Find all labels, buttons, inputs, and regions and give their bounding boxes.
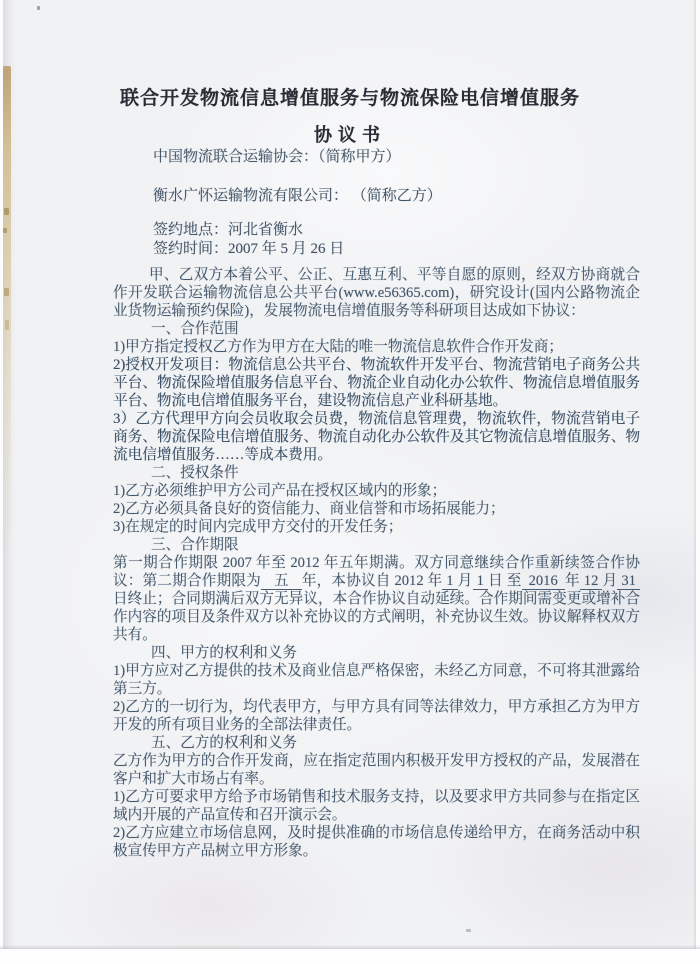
section-3-heading: 三、合作期限 <box>151 537 239 553</box>
section-2-item-2: 2)乙方必须具备良好的资信能力、商业信誉和市场拓展能力； <box>113 501 505 517</box>
term-blank-start-day: 1 <box>473 573 488 590</box>
term-text-3: 月 <box>457 573 473 589</box>
term-text-6: 月 <box>602 573 618 589</box>
party-b-line: 衡水广怀运输物流有限公司： （简称乙方） <box>153 188 442 204</box>
section-1-heading: 一、合作范围 <box>151 321 239 337</box>
party-a-line: 中国物流联合运输协会：（简称甲方） <box>153 149 401 165</box>
term-text-1: 第一期合作期限 2007 年至 2012 年五年期满。双方同意继续合作重新续签合作协议：第二期合作期限为 <box>113 555 640 589</box>
document-title: 联合开发物流信息增值服务与物流保险电信增值服务 <box>119 88 580 109</box>
term-blank-end-day: 31 <box>617 573 640 590</box>
section-5-intro: 乙方作为甲方的合作开发商，应在指定范围内积极开发甲方授权的产品，发展潜在客户和扩大市场占有率。 <box>113 753 640 787</box>
section-1-item-1: 1)甲方指定授权乙方作为甲方在大陆的唯一物流信息软件合作开发商； <box>113 339 563 355</box>
term-text-5: 年 <box>564 573 580 589</box>
term-text-7: 日终止；合同期满后双方无异议，本合作协议自动延续。合作期间需变更或增补合作内容的项目及条件双方以补充协议的方式阐明，补充协议生效。协议解释权双方共有。 <box>113 591 640 643</box>
document-subtitle: 协议书 <box>314 125 386 145</box>
scan-speck <box>3 228 7 233</box>
section-4-item-2: 2)乙方的一切行为，均代表甲方，与甲方具有同等法律效力，甲方承担乙方为甲方开发的所有项目业务的全部法律责任。 <box>113 699 640 733</box>
section-2-item-1: 1)乙方必须维护甲方公司产品在授权区域内的形象； <box>113 483 447 499</box>
section-5-heading: 五、乙方的权利和义务 <box>151 735 297 751</box>
section-1-item-2: 2)授权开发项目：物流信息公共平台、物流软件开发平台、物流营销电子商务公共平台、物流保险增值服务信息平台、物流企业自动化办公软件、物流信息增值服务平台、物流电信增值服务平台，建设物流信息产业科研基地。 <box>113 357 640 409</box>
scan-speck <box>4 288 9 296</box>
intro-paragraph: 甲、乙双方本着公平、公正、互惠互利、平等自愿的原则，经双方协商就合作开发联合运输物流信息公共平台(www.e56365.com)，研究设计(国内公路物流企业货物运输预约保险)，发展物流电信增值服务等科研项目达成如下协议： <box>113 267 640 319</box>
sign-place-line: 签约地点：河北省衡水 <box>153 222 304 238</box>
term-paragraph <box>113 554 640 644</box>
section-5-item-1: 1)乙方可要求甲方给予市场销售和技术服务支持，以及要求甲方共同参与在指定区域内开展的产品宣传和召开演示会。 <box>113 789 640 823</box>
section-2-item-3: 3)在规定的时间内完成甲方交付的开发任务； <box>113 519 403 535</box>
term-blank-years: 五 <box>261 573 302 590</box>
term-text-4: 日 至 <box>487 573 522 589</box>
section-5-item-2: 2)乙方应建立市场信息网，及时提供准确的市场信息传递给甲方，在商务活动中积极宣传甲方产品树立甲方形象。 <box>113 825 640 859</box>
scan-speck <box>5 320 9 330</box>
term-text-2: 年，本协议自 2012 年 <box>301 573 443 589</box>
term-blank-end-month: 12 <box>580 573 603 590</box>
section-2-heading: 二、授权条件 <box>151 465 239 481</box>
scan-speck <box>4 208 9 215</box>
term-blank-start-month: 1 <box>442 573 457 590</box>
document-body <box>113 266 640 860</box>
scan-bottom-background <box>0 949 700 964</box>
section-4-item-1: 1)甲方应对乙方提供的技术及商业信息严格保密，未经乙方同意，不可将其泄露给第三方。 <box>113 663 640 697</box>
sign-date-line: 签约时间：2007 年 5 月 26 日 <box>153 241 345 257</box>
scan-speck <box>466 929 471 932</box>
scan-speck <box>37 6 40 10</box>
section-4-heading: 四、甲方的权利和义务 <box>151 645 297 661</box>
section-1-item-3: 3）乙方代理甲方向会员收取会员费，物流信息管理费，物流软件，物流营销电子商务、物流保险电信增值服务、物流自动化办公软件及其它物流信息增值服务、物流电信增值服务……等成本费用。 <box>113 411 640 463</box>
term-blank-end-year: 2016 <box>522 573 565 590</box>
